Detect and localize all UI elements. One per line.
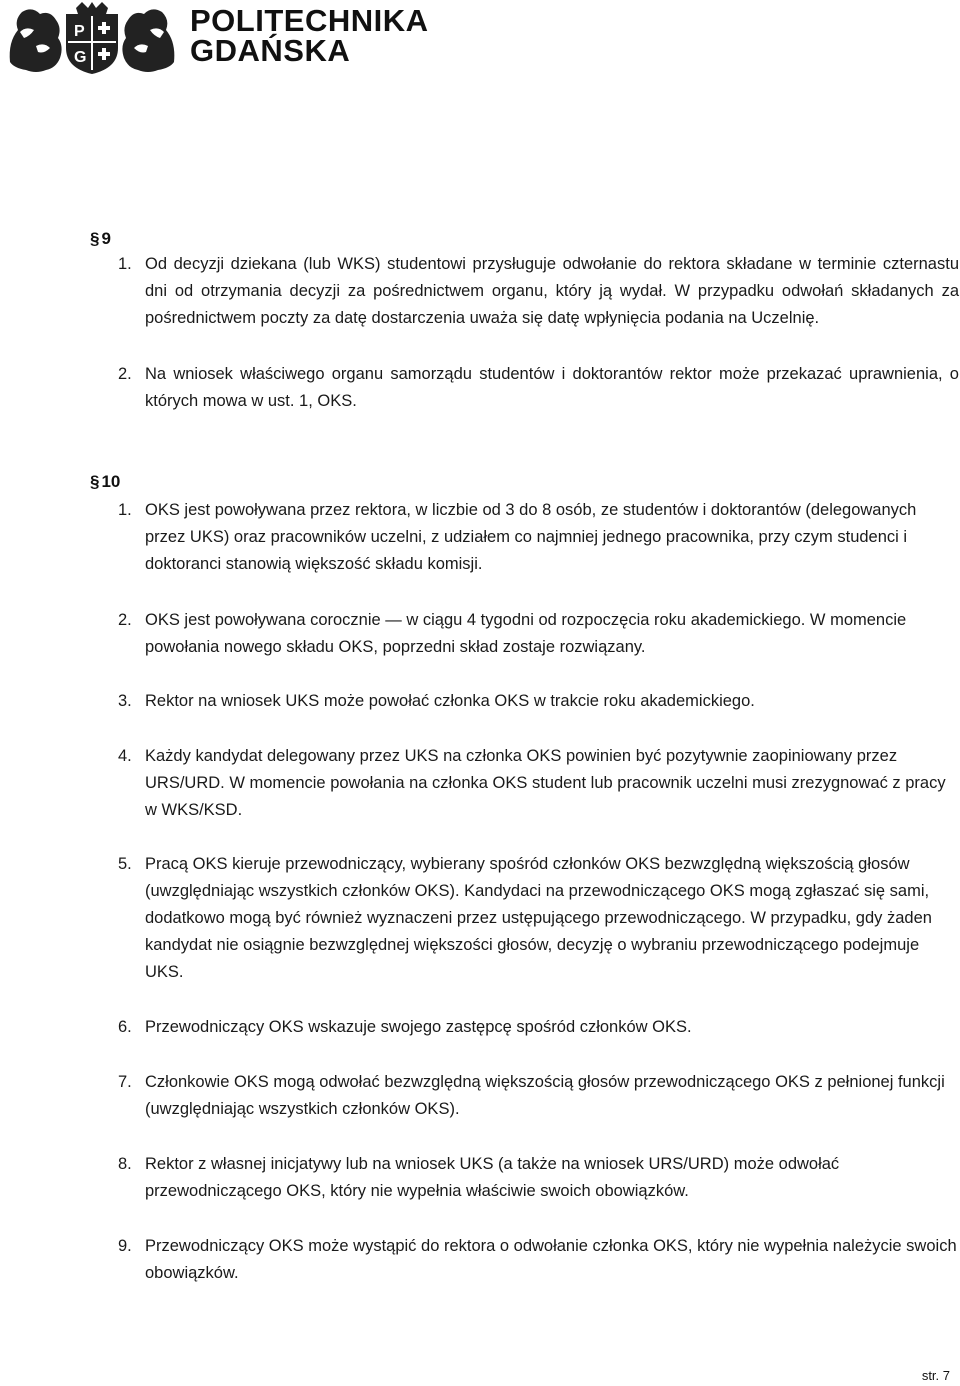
item-number: 5. xyxy=(118,855,132,873)
section-heading-10 xyxy=(90,472,120,492)
item-number: 9. xyxy=(118,1237,132,1255)
item-text: Pracą OKS kieruje przewodniczący, wybierany spośród członków OKS bezwzględną większością głosów (uwzględniając wszystkich członków OKS). Kandydaci na przewodniczącego OKS mogą zgłaszać się sami, dodatkowo mogą być również wyznaczeni przez ustępującego przewodniczącego. W przypadku, gdy żaden kandydat nie osiągnie bezwzględnej większości głosów, decyzję o wybraniu przewodniczącego podejmuje UKS. xyxy=(145,855,932,981)
item-text: Przewodniczący OKS może wystąpić do rektora o odwołanie członka OKS, który nie wypełnia należycie swoich obowiązków. xyxy=(145,1237,957,1282)
university-crest-icon xyxy=(6,2,178,76)
item-number: 8. xyxy=(118,1155,132,1173)
shield-letter-p: P xyxy=(74,23,85,40)
item-text: Przewodniczący OKS wskazuje swojego zastępcę spośród członków OKS. xyxy=(145,1018,692,1036)
item-text: Członkowie OKS mogą odwołać bezwzględną większością głosów przewodniczącego OKS z pełnionej funkcji (uwzględniając wszystkich członków OKS). xyxy=(145,1073,945,1118)
item-text: Od decyzji dziekana (lub WKS) studentowi przysługuje odwołanie do rektora składane w terminie czternastu dni od otrzymania decyzji za pośrednictwem organu, który ją wydał. W przypadku odwołań składanych za pośrednictwem poczty za datę dostarczenia uważa się datę wpłynięcia podania na Uczelnię. xyxy=(145,255,959,327)
item-text: OKS jest powoływana corocznie — w ciągu 4 tygodni od rozpoczęcia roku akademickiego. W momencie powołania nowego składu OKS, poprzedni skład zostaje rozwiązany. xyxy=(145,611,907,656)
section-number: 10 xyxy=(101,472,121,491)
brand-line-2: GDAŃSKA xyxy=(190,33,351,68)
item-text: Rektor na wniosek UKS może powołać członka OKS w trakcie roku akademickiego. xyxy=(145,692,755,710)
section-number: 9 xyxy=(101,229,111,248)
item-number: 1. xyxy=(118,501,132,519)
page-number: str. 7 xyxy=(921,1368,950,1383)
item-number: 1. xyxy=(118,255,132,273)
university-wordmark xyxy=(190,3,429,68)
item-number: 6. xyxy=(118,1018,132,1036)
item-text: Rektor z własnej inicjatywy lub na wniosek UKS (a także na wniosek URS/URD) może odwołać przewodniczącego OKS, który nie wypełnia właściwie swoich obowiązków. xyxy=(145,1155,840,1200)
item-number: 2. xyxy=(118,611,132,629)
item-text: Każdy kandydat delegowany przez UKS na członka OKS powinien być pozytywnie zaopiniowany przez URS/URD. W momencie powołania na członka OKS student lub pracownik uczelni musi zrezygnować z pracy w WKS/KSD. xyxy=(145,747,946,819)
item-text: Na wniosek właściwego organu samorządu studentów i doktorantów rektor może przekazać uprawnienia, o których mowa w ust. 1, OKS. xyxy=(145,365,959,410)
item-number: 4. xyxy=(118,747,132,765)
section-symbol: § xyxy=(90,229,100,248)
item-number: 2. xyxy=(118,365,132,383)
section-symbol: § xyxy=(90,472,100,491)
brand-line-1: POLITECHNIKA xyxy=(190,3,429,38)
item-number: 7. xyxy=(118,1073,132,1091)
item-number: 3. xyxy=(118,692,132,710)
page-header xyxy=(0,0,960,80)
item-text: OKS jest powoływana przez rektora, w liczbie od 3 do 8 osób, ze studentów i doktorantów (delegowanych przez UKS) oraz pracowników uczelni, z udziałem co najmniej jednego pracownika, przy czym studenci i doktoranci stanowią większość składu komisji. xyxy=(145,501,917,573)
shield-letter-g: G xyxy=(74,49,87,66)
section-heading-9 xyxy=(90,229,111,249)
